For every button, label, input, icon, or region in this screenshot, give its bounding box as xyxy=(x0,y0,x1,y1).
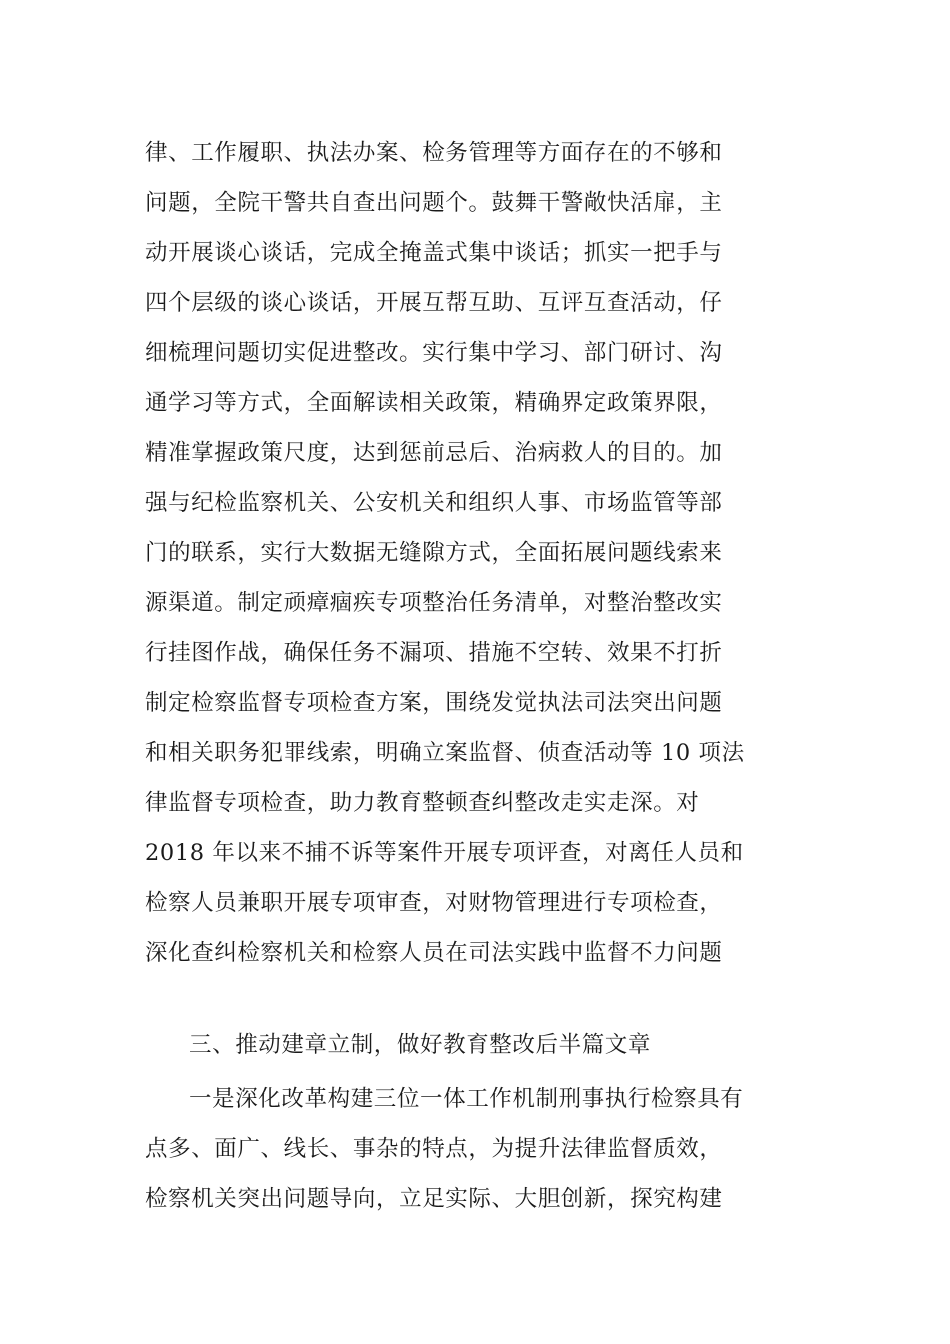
text-line: 和相关职务犯罪线索，明确立案监督、侦查活动等 10 项法 xyxy=(145,740,745,766)
text-line: 动开展谈心谈话，完成全掩盖式集中谈话；抓实一把手与 xyxy=(145,240,723,266)
body-paragraph-2 xyxy=(145,1074,825,1224)
section-heading xyxy=(145,1020,825,1070)
text-line: 细梳理问题切实促进整改。实行集中学习、部门研讨、沟 xyxy=(145,340,723,366)
text-line: 四个层级的谈心谈话，开展互帮互助、互评互查活动，仔 xyxy=(145,290,723,316)
text-line: 制定检察监督专项检查方案，围绕发觉执法司法突出问题 xyxy=(145,690,723,716)
text-line: 点多、面广、线长、事杂的特点，为提升法律监督质效， xyxy=(145,1136,723,1162)
text-line: 检察机关突出问题导向，立足实际、大胆创新，探究构建 xyxy=(145,1186,723,1212)
text-line: 律、工作履职、执法办案、检务管理等方面存在的不够和 xyxy=(145,140,723,166)
text-line: 深化查纠检察机关和检察人员在司法实践中监督不力问题 xyxy=(145,940,723,966)
text-line: 检察人员兼职开展专项审查，对财物管理进行专项检查， xyxy=(145,890,723,916)
text-line: 通学习等方式，全面解读相关政策，精确界定政策界限， xyxy=(145,390,723,416)
text-line: 精准掌握政策尺度，达到惩前忌后、治病救人的目的。加 xyxy=(145,440,723,466)
section-heading-text: 三、推动建章立制，做好教育整改后半篇文章 xyxy=(189,1032,652,1058)
text-line: 一是深化改革构建三位一体工作机制刑事执行检察具有 xyxy=(189,1086,744,1112)
text-line: 门的联系，实行大数据无缝隙方式，全面拓展问题线索来 xyxy=(145,540,723,566)
body-paragraph-1 xyxy=(145,128,825,978)
text-line: 行挂图作战，确保任务不漏项、措施不空转、效果不打折 xyxy=(145,640,723,666)
text-line: 律监督专项检查，助力教育整顿查纠整改走实走深。对 xyxy=(145,790,700,816)
text-line: 问题，全院干警共自查出问题个。鼓舞干警敞快活扉，主 xyxy=(145,190,723,216)
text-line: 强与纪检监察机关、公安机关和组织人事、市场监管等部 xyxy=(145,490,723,516)
text-line: 2018 年以来不捕不诉等案件开展专项评查，对离任人员和 xyxy=(145,840,744,866)
text-line: 源渠道。制定顽瘴痼疾专项整治任务清单，对整治整改实 xyxy=(145,590,723,616)
